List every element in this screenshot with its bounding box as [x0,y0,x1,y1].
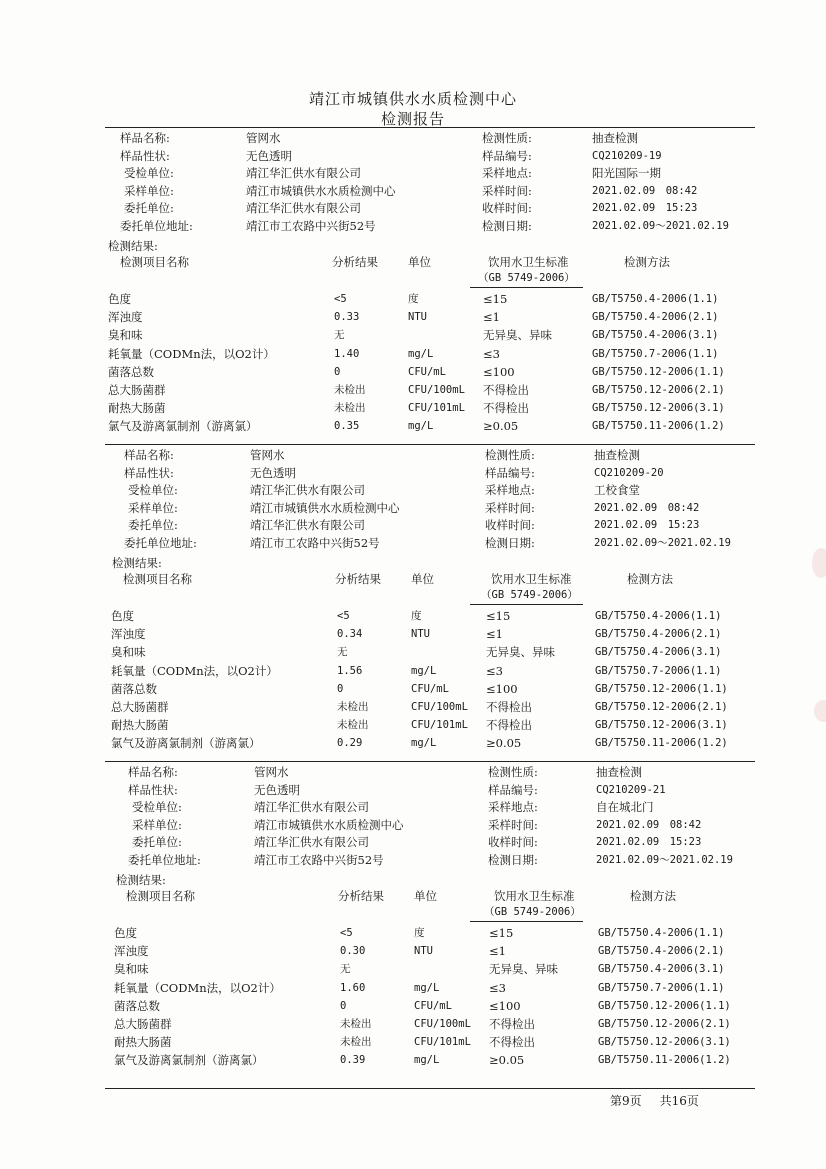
row-method: GB/T5750.12-2006(3.1) [592,402,725,415]
label-sampling-unit: 采样单位: [124,183,174,198]
row-unit: CFU/101mL [408,402,465,415]
row-result: 未检出 [337,719,369,732]
value-sampling-time: 2021.02.09 08:42 [594,501,700,514]
label-sampling-unit: 采样单位: [132,817,182,832]
value-client: 靖江华汇供水有限公司 [254,835,369,849]
row-item: 耐热大肠菌 [114,1035,172,1050]
row-standard: ≤100 [486,681,518,696]
label-sampling-time: 采样时间: [485,500,535,515]
row-item: 浑浊度 [114,944,149,959]
column-header-result: 分析结果 [335,572,381,586]
label-client: 委托单位: [124,201,174,215]
value-test-nature: 抽查检测 [594,448,640,462]
row-item: 氯气及游离氯制剂（游离氯） [108,419,258,434]
row-unit: NTU [414,945,433,958]
row-standard: ≤15 [489,926,514,940]
row-result: <5 [334,293,347,305]
label-sampling-site: 采样地点: [485,483,535,497]
row-method: GB/T5750.4-2006(3.1) [598,963,725,976]
value-sampling-unit: 靖江市城镇供水水质检测中心 [254,817,404,832]
value-sampling-unit: 靖江市城镇供水水质检测中心 [250,500,400,515]
row-standard: ≥0.05 [489,1053,525,1068]
label-inspected-unit: 受检单位: [132,800,182,814]
value-sampling-site: 工校食堂 [594,483,640,497]
row-standard: 无异臭、异味 [483,328,552,343]
row-item: 总大肠菌群 [114,1017,172,1031]
row-standard: ≤100 [483,364,515,379]
header-underline [470,604,583,605]
row-unit: CFU/mL [414,999,452,1012]
row-method: GB/T5750.4-2006(2.1) [592,311,719,324]
row-unit: CFU/100mL [408,384,465,396]
row-unit: mg/L [414,981,440,994]
row-result: 1.56 [337,664,363,677]
page-number: 第9页 [610,1094,642,1108]
row-method: GB/T5750.4-2006(1.1) [592,293,719,305]
label-sample-name: 样品名称: [120,131,170,145]
value-client: 靖江华汇供水有限公司 [250,518,365,532]
row-item: 氯气及游离氯制剂（游离氯） [114,1053,264,1068]
row-standard: ≥0.05 [486,736,522,751]
value-inspected-unit: 靖江华汇供水有限公司 [246,166,361,180]
value-receive-time: 2021.02.09 15:23 [594,519,700,531]
row-standard: ≤3 [489,980,506,995]
value-client-address: 靖江市工农路中兴街52号 [254,852,384,867]
row-standard: 不得检出 [483,401,529,416]
results-label: 检测结果: [116,873,166,887]
row-item: 菌落总数 [111,681,157,696]
row-result: 0.39 [340,1054,366,1067]
label-sampling-time: 采样时间: [488,817,538,832]
label-inspected-unit: 受检单位: [124,166,174,180]
row-standard: ≤3 [483,346,500,361]
row-standard: ≤1 [483,310,500,325]
row-standard: 不得检出 [483,383,529,397]
row-method: GB/T5750.12-2006(2.1) [595,701,728,713]
value-sample-no: CQ210209-19 [592,149,662,162]
row-result: 无 [340,963,351,976]
row-standard: 不得检出 [489,1017,535,1031]
row-method: GB/T5750.4-2006(3.1) [595,646,722,659]
row-result: 无 [334,329,345,342]
label-sample-state: 样品性状: [124,465,174,480]
value-sample-state: 无色透明 [250,465,296,480]
row-standard: ≤15 [486,609,511,623]
row-item: 浑浊度 [111,627,146,642]
row-item: 臭和味 [111,645,146,660]
results-label: 检测结果: [112,556,162,570]
stain-mark [812,548,826,578]
label-sample-name: 样品名称: [128,765,178,779]
row-standard: 无异臭、异味 [486,645,555,660]
value-client-address: 靖江市工农路中兴街52号 [246,218,376,233]
label-client-address: 委托单位地址: [124,535,197,550]
label-test-date: 检测日期: [482,218,532,233]
label-client: 委托单位: [132,835,182,849]
row-item: 耗氧量（CODMn法，以O2计） [111,663,278,678]
row-unit: mg/L [408,347,434,360]
row-unit: mg/L [414,1054,440,1067]
value-test-date: 2021.02.09～2021.02.19 [596,853,733,866]
value-sampling-site: 阳光国际一期 [592,166,661,180]
row-item: 耐热大肠菌 [111,718,169,733]
label-client-address: 委托单位地址: [128,852,201,867]
row-item: 氯气及游离氯制剂（游离氯） [111,736,261,751]
row-item: 菌落总数 [114,998,160,1013]
row-unit: NTU [408,311,427,324]
value-client-address: 靖江市工农路中兴街52号 [250,535,380,550]
column-header-standard-ref: （GB 5749-2006） [481,589,578,601]
value-test-date: 2021.02.09～2021.02.19 [592,219,729,232]
row-standard: ≤15 [483,292,508,306]
row-method: GB/T5750.11-2006(1.2) [592,420,725,433]
row-unit: mg/L [408,420,434,433]
label-sampling-time: 采样时间: [482,183,532,198]
row-method: GB/T5750.4-2006(3.1) [592,329,719,342]
label-test-nature: 检测性质: [485,448,535,462]
label-sample-state: 样品性状: [128,782,178,797]
row-result: 0.34 [337,628,363,641]
column-header-item: 检测项目名称 [120,255,189,269]
row-unit: mg/L [411,737,437,750]
label-receive-time: 收样时间: [488,835,538,849]
label-client: 委托单位: [128,518,178,532]
row-unit: CFU/101mL [414,1036,471,1049]
row-item: 总大肠菌群 [111,700,169,714]
label-receive-time: 收样时间: [482,201,532,215]
section-top-rule [105,444,755,445]
row-method: GB/T5750.4-2006(1.1) [598,927,725,939]
row-method: GB/T5750.4-2006(2.1) [598,945,725,958]
column-header-standard: 饮用水卫生标准 [494,889,575,903]
row-item: 菌落总数 [108,364,154,379]
row-standard: ≤100 [489,998,521,1013]
row-result: 无 [337,646,348,659]
row-result: 0 [334,365,341,378]
label-sample-no: 样品编号: [485,465,535,480]
label-sampling-site: 采样地点: [482,166,532,180]
section-top-rule [105,761,755,762]
row-result: 0.35 [334,420,360,433]
row-unit: CFU/100mL [414,1018,471,1030]
row-result: 未检出 [334,384,366,396]
label-test-nature: 检测性质: [488,765,538,779]
row-item: 耐热大肠菌 [108,401,166,416]
row-result: <5 [340,927,353,939]
row-unit: 度 [411,610,422,622]
row-unit: CFU/mL [411,682,449,695]
row-method: GB/T5750.12-2006(3.1) [595,719,728,732]
row-method: GB/T5750.12-2006(2.1) [592,384,725,396]
value-sampling-site: 自在城北门 [596,800,654,814]
value-sample-state: 无色透明 [246,148,292,163]
row-result: 0.33 [334,311,360,324]
row-item: 耗氧量（CODMn法，以O2计） [114,980,281,995]
column-header-result: 分析结果 [338,889,384,903]
column-header-standard-ref: （GB 5749-2006） [478,272,575,284]
column-header-item: 检测项目名称 [123,572,192,586]
row-result: 0.29 [337,737,363,750]
label-sample-name: 样品名称: [124,448,174,462]
value-sample-no: CQ210209-20 [594,466,664,479]
row-method: GB/T5750.4-2006(2.1) [595,628,722,641]
row-result: 未检出 [334,402,366,415]
row-result: 0 [340,999,347,1012]
row-result: 未检出 [340,1036,372,1049]
row-standard: ≤1 [489,944,506,959]
row-item: 色度 [111,609,134,623]
label-client-address: 委托单位地址: [120,218,193,233]
column-header-result: 分析结果 [332,255,378,269]
page-footer [610,1092,699,1109]
row-method: GB/T5750.12-2006(1.1) [598,999,731,1012]
row-item: 耗氧量（CODMn法，以O2计） [108,346,275,361]
row-item: 浑浊度 [108,310,143,325]
value-sampling-unit: 靖江市城镇供水水质检测中心 [246,183,396,198]
value-test-nature: 抽查检测 [596,765,642,779]
row-method: GB/T5750.12-2006(1.1) [595,682,728,695]
value-test-nature: 抽查检测 [592,131,638,145]
row-result: 0 [337,682,344,695]
row-item: 总大肠菌群 [108,383,166,397]
row-method: GB/T5750.7-2006(1.1) [598,981,725,994]
report-title: 靖江市城镇供水水质检测中心 [308,90,517,108]
page-total: 共16页 [659,1094,699,1108]
row-method: GB/T5750.7-2006(1.1) [592,347,719,360]
column-header-unit: 单位 [408,255,431,269]
column-header-method: 检测方法 [630,889,676,903]
label-sampling-site: 采样地点: [488,800,538,814]
row-unit: CFU/100mL [411,701,468,713]
report-subtitle: 检测报告 [380,110,445,128]
column-header-unit: 单位 [414,889,437,903]
value-sample-no: CQ210209-21 [596,783,666,796]
column-header-unit: 单位 [411,572,434,586]
column-header-standard: 饮用水卫生标准 [488,255,569,269]
header-underline [470,287,583,288]
row-item: 臭和味 [114,962,149,977]
row-unit: CFU/101mL [411,719,468,732]
column-header-method: 检测方法 [627,572,673,586]
column-header-standard-ref: （GB 5749-2006） [484,906,581,918]
label-inspected-unit: 受检单位: [128,483,178,497]
row-standard: ≤1 [486,627,503,642]
label-sampling-unit: 采样单位: [128,500,178,515]
row-method: GB/T5750.7-2006(1.1) [595,664,722,677]
row-result: 未检出 [340,1018,372,1030]
row-item: 臭和味 [108,328,143,343]
stain-mark [814,700,826,722]
row-unit: 度 [408,293,419,305]
row-standard: ≤3 [486,663,503,678]
section-top-rule [105,127,755,128]
footer-rule [105,1088,755,1089]
label-receive-time: 收样时间: [485,518,535,532]
row-result: <5 [337,610,350,622]
label-test-date: 检测日期: [485,535,535,550]
value-sample-name: 管网水 [246,131,281,145]
row-result: 未检出 [337,701,369,713]
row-item: 色度 [108,292,131,306]
label-sample-no: 样品编号: [488,782,538,797]
value-test-date: 2021.02.09～2021.02.19 [594,536,731,549]
value-client: 靖江华汇供水有限公司 [246,201,361,215]
column-header-method: 检测方法 [624,255,670,269]
row-result: 1.60 [340,981,366,994]
row-unit: CFU/mL [408,365,446,378]
row-method: GB/T5750.4-2006(1.1) [595,610,722,622]
value-inspected-unit: 靖江华汇供水有限公司 [254,800,369,814]
row-result: 1.40 [334,347,360,360]
row-standard: 不得检出 [486,700,532,714]
label-sample-no: 样品编号: [482,148,532,163]
value-inspected-unit: 靖江华汇供水有限公司 [250,483,365,497]
label-test-nature: 检测性质: [482,131,532,145]
row-standard: ≥0.05 [483,419,519,434]
label-sample-state: 样品性状: [120,148,170,163]
column-header-standard: 饮用水卫生标准 [491,572,572,586]
row-item: 色度 [114,926,137,940]
row-method: GB/T5750.11-2006(1.2) [598,1054,731,1067]
row-unit: NTU [411,628,430,641]
row-unit: 度 [414,927,425,939]
row-method: GB/T5750.12-2006(2.1) [598,1018,731,1030]
value-sampling-time: 2021.02.09 08:42 [596,818,702,831]
row-unit: mg/L [411,664,437,677]
value-sample-name: 管网水 [254,765,289,779]
row-standard: 不得检出 [486,718,532,733]
column-header-item: 检测项目名称 [126,889,195,903]
row-standard: 无异臭、异味 [489,962,558,977]
row-method: GB/T5750.12-2006(3.1) [598,1036,731,1049]
value-sampling-time: 2021.02.09 08:42 [592,184,698,197]
value-sample-state: 无色透明 [254,782,300,797]
value-receive-time: 2021.02.09 15:23 [596,836,702,848]
value-receive-time: 2021.02.09 15:23 [592,202,698,214]
results-label: 检测结果: [108,239,158,253]
row-standard: 不得检出 [489,1035,535,1050]
header-underline [470,921,583,922]
row-method: GB/T5750.12-2006(1.1) [592,365,725,378]
row-result: 0.30 [340,945,366,958]
label-test-date: 检测日期: [488,852,538,867]
row-method: GB/T5750.11-2006(1.2) [595,737,728,750]
value-sample-name: 管网水 [250,448,285,462]
